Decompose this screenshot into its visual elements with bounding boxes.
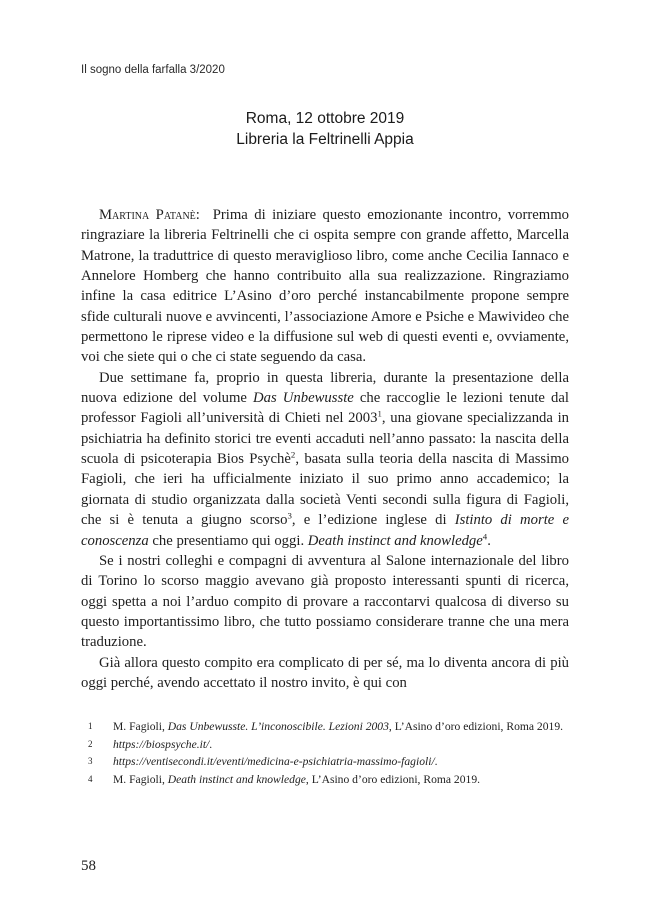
book-title: Death instinct and knowledge (307, 532, 483, 549)
paragraph-2-text: . (487, 532, 491, 549)
footnote-number: 4 (88, 773, 93, 784)
footnote-text: M. Fagioli, (113, 772, 168, 786)
footnote-number: 1 (88, 721, 93, 731)
paragraph-2 (81, 368, 569, 551)
footnote-text: . (209, 737, 213, 751)
paragraph-2-text: , e l’edizione inglese di (291, 512, 455, 529)
paragraph-3: Se i nostri colleghi e compagni di avventura al Salone internazionale del libro di Torino lo scorso maggio avevano già proposto interessanti spunti di ricerca, oggi spetta a noi l’arduo compito di provare a raccontarvi qualcosa di diverso su questo importantissimo libro, che tutto possiamo considerare tranne che una mera traduzione. (81, 552, 569, 651)
running-header: Il sogno della farfalla 3/2020 (81, 64, 225, 76)
paragraph-2-text: , una giovane specializzanda in psichiatria ha definito storici tre eventi accaduti nell’anno passato: la nascita della scuola di psicoterapia Bios Psychè (81, 410, 569, 468)
event-venue-heading: Libreria la Feltrinelli Appia (236, 131, 414, 148)
footnote-book-title: Death instinct and knowledge (167, 772, 306, 786)
speaker-name: Martina Patanè: (99, 207, 200, 223)
paragraph-2-text: che raccoglie le lezioni tenute dal professor Fagioli all’università di Chieti nel 2003 (81, 390, 569, 427)
paragraph-2-text: che presentiamo qui oggi. (148, 532, 308, 549)
footnote-ref[interactable]: 3 (287, 510, 292, 521)
footnote-text: . (434, 755, 438, 768)
footnote-ref[interactable]: 1 (377, 409, 382, 420)
paragraph-4: Già allora questo compito era complicato di per sé, ma lo diventa ancora di più oggi perché, avendo accettato il nostro invito, è qui con (81, 654, 569, 691)
footnote-number: 3 (88, 756, 93, 766)
footnote-text: , L’Asino d’oro edizioni, Roma 2019. (305, 772, 481, 786)
book-title: Istinto di morte e conoscenza (81, 512, 569, 549)
footnote-number: 2 (88, 738, 93, 749)
main-text (81, 205, 569, 693)
footnote-text: , L’Asino d’oro edizioni, Roma 2019. (388, 720, 564, 733)
footnotes (81, 718, 569, 788)
event-date-heading: Roma, 12 ottobre 2019 (245, 110, 405, 127)
footnote-ref[interactable]: 2 (290, 449, 296, 460)
footnote-url[interactable]: https://ventisecondi.it/eventi/medicina-e-psichiatria-massimo-fagioli/ (113, 755, 435, 768)
footnote-url[interactable]: https://biospsyche.it/ (113, 737, 210, 751)
footnote-1 (81, 718, 569, 736)
footnote-4 (81, 771, 569, 789)
footnote-ref[interactable]: 4 (482, 531, 488, 542)
paragraph-1 (81, 205, 569, 368)
footnote-3 (81, 753, 569, 771)
paragraph-1-text: Prima di iniziare questo emozionante incontro, vorremmo ringraziare la libreria Feltrinelli che ci ospita sempre con grande affetto, Marcella Matrone, la traduttrice di questo meraviglioso libro, come anche Cecilia Iannaco e Annelore Homberg che hanno contribuito alla sua realizzazione. Ringraziamo infine la casa editrice L’Asino d’oro perché instancabilmente propone sempre sfide culturali nuove e avvincenti, l’associazione Amore e Psiche e Mawivideo che permettono le riprese video e la diffusione sul web di questi eventi e, ovviamente, voi che siete qui o che ci state seguendo da casa. (81, 207, 569, 366)
footnote-book-title: Das Unbewusste. L’inconoscibile. Lezioni 2003 (167, 720, 389, 733)
footnote-text: M. Fagioli, (113, 720, 168, 733)
book-title: Das Unbewusste (253, 390, 354, 407)
paragraph-2-text: , basata sulla teoria della nascita di Massimo Fagioli, che ieri ha ufficialmente iniziato il suo primo anno accademico; la giornata di studio organizzata dalla società Venti secondi sulla figura di Fagioli, che si è tenuta a giugno scorso (81, 451, 569, 529)
paragraph-2-text: Due settimane fa, proprio in questa libreria, durante la presentazione della nuova edizione del volume (81, 369, 569, 407)
footnote-2 (81, 736, 569, 754)
page-number: 58 (81, 858, 96, 874)
